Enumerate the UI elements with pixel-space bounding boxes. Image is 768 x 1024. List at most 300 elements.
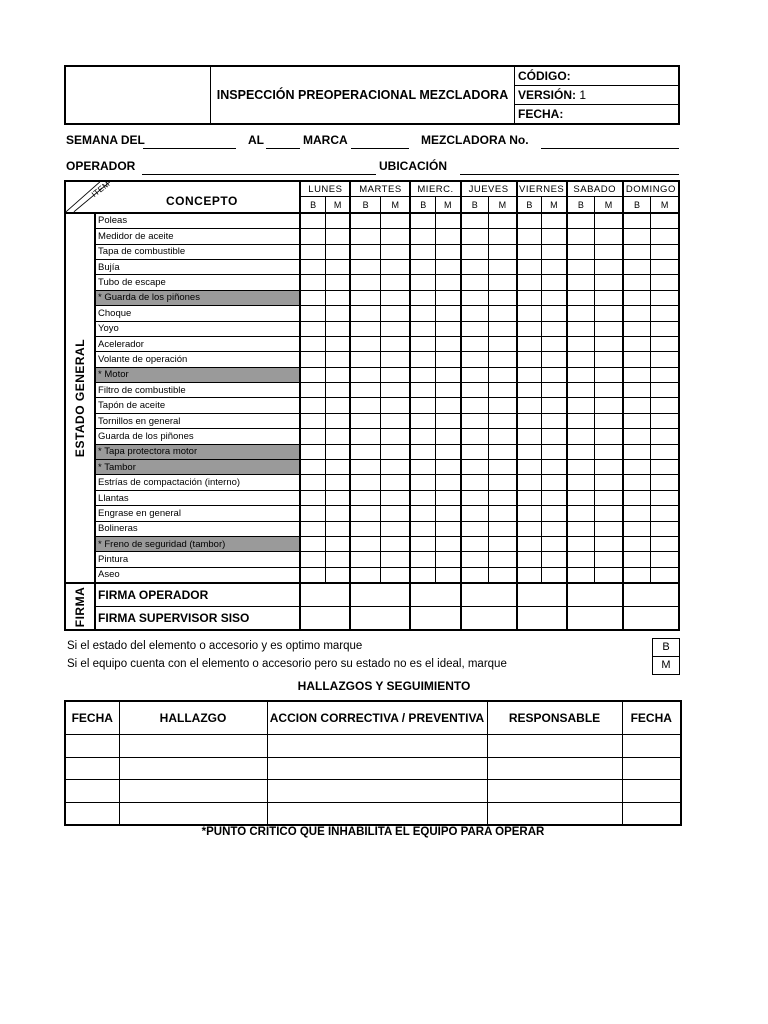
check-cell[interactable]	[325, 552, 350, 567]
check-cell[interactable]	[380, 383, 410, 398]
check-cell[interactable]	[350, 536, 380, 551]
check-cell[interactable]	[651, 460, 679, 475]
check-cell[interactable]	[542, 506, 567, 521]
check-cell[interactable]	[350, 475, 380, 490]
check-cell[interactable]	[623, 244, 651, 259]
signature-cell[interactable]	[517, 583, 567, 607]
check-cell[interactable]	[489, 536, 517, 551]
check-cell[interactable]	[436, 398, 461, 413]
check-cell[interactable]	[542, 475, 567, 490]
check-cell[interactable]	[567, 321, 595, 336]
check-cell[interactable]	[623, 429, 651, 444]
check-cell[interactable]	[542, 290, 567, 305]
check-cell[interactable]	[436, 321, 461, 336]
check-cell[interactable]	[410, 321, 435, 336]
check-cell[interactable]	[595, 567, 623, 583]
check-cell[interactable]	[595, 306, 623, 321]
check-cell[interactable]	[651, 429, 679, 444]
check-cell[interactable]	[567, 306, 595, 321]
check-cell[interactable]	[380, 398, 410, 413]
check-cell[interactable]	[300, 429, 325, 444]
hallazgo-cell[interactable]	[622, 802, 681, 825]
check-cell[interactable]	[461, 567, 489, 583]
check-cell[interactable]	[489, 336, 517, 351]
check-cell[interactable]	[517, 352, 542, 367]
check-cell[interactable]	[436, 213, 461, 229]
check-cell[interactable]	[651, 259, 679, 274]
check-cell[interactable]	[542, 244, 567, 259]
check-cell[interactable]	[595, 290, 623, 305]
check-cell[interactable]	[623, 367, 651, 382]
signature-cell[interactable]	[567, 607, 623, 631]
check-cell[interactable]	[436, 275, 461, 290]
check-cell[interactable]	[567, 352, 595, 367]
check-cell[interactable]	[567, 536, 595, 551]
signature-cell[interactable]	[623, 583, 679, 607]
check-cell[interactable]	[300, 521, 325, 536]
check-cell[interactable]	[623, 444, 651, 459]
check-cell[interactable]	[651, 290, 679, 305]
check-cell[interactable]	[517, 521, 542, 536]
check-cell[interactable]	[651, 552, 679, 567]
check-cell[interactable]	[380, 475, 410, 490]
check-cell[interactable]	[651, 336, 679, 351]
check-cell[interactable]	[517, 383, 542, 398]
check-cell[interactable]	[461, 229, 489, 244]
check-cell[interactable]	[651, 352, 679, 367]
check-cell[interactable]	[489, 367, 517, 382]
check-cell[interactable]	[461, 290, 489, 305]
check-cell[interactable]	[410, 444, 435, 459]
check-cell[interactable]	[300, 321, 325, 336]
check-cell[interactable]	[325, 244, 350, 259]
signature-cell[interactable]	[410, 583, 460, 607]
check-cell[interactable]	[595, 506, 623, 521]
codigo-field[interactable]	[515, 66, 680, 86]
check-cell[interactable]	[489, 475, 517, 490]
check-cell[interactable]	[623, 506, 651, 521]
check-cell[interactable]	[436, 413, 461, 428]
ubicacion-field[interactable]	[460, 174, 679, 175]
check-cell[interactable]	[300, 213, 325, 229]
check-cell[interactable]	[517, 321, 542, 336]
check-cell[interactable]	[623, 336, 651, 351]
signature-cell[interactable]	[461, 607, 517, 631]
signature-cell[interactable]	[300, 607, 350, 631]
check-cell[interactable]	[325, 306, 350, 321]
hallazgo-cell[interactable]	[267, 802, 487, 825]
check-cell[interactable]	[410, 306, 435, 321]
check-cell[interactable]	[651, 229, 679, 244]
check-cell[interactable]	[300, 552, 325, 567]
check-cell[interactable]	[542, 444, 567, 459]
check-cell[interactable]	[542, 229, 567, 244]
check-cell[interactable]	[651, 536, 679, 551]
check-cell[interactable]	[595, 229, 623, 244]
check-cell[interactable]	[517, 506, 542, 521]
check-cell[interactable]	[350, 244, 380, 259]
check-cell[interactable]	[325, 429, 350, 444]
check-cell[interactable]	[567, 506, 595, 521]
check-cell[interactable]	[325, 383, 350, 398]
check-cell[interactable]	[517, 460, 542, 475]
check-cell[interactable]	[300, 444, 325, 459]
check-cell[interactable]	[461, 506, 489, 521]
check-cell[interactable]	[595, 490, 623, 505]
check-cell[interactable]	[436, 567, 461, 583]
check-cell[interactable]	[300, 367, 325, 382]
check-cell[interactable]	[436, 475, 461, 490]
check-cell[interactable]	[380, 429, 410, 444]
check-cell[interactable]	[300, 490, 325, 505]
check-cell[interactable]	[517, 275, 542, 290]
check-cell[interactable]	[595, 429, 623, 444]
check-cell[interactable]	[325, 275, 350, 290]
check-cell[interactable]	[517, 552, 542, 567]
check-cell[interactable]	[517, 536, 542, 551]
check-cell[interactable]	[461, 429, 489, 444]
check-cell[interactable]	[567, 413, 595, 428]
check-cell[interactable]	[623, 552, 651, 567]
signature-cell[interactable]	[350, 607, 410, 631]
check-cell[interactable]	[410, 413, 435, 428]
check-cell[interactable]	[517, 475, 542, 490]
check-cell[interactable]	[350, 336, 380, 351]
check-cell[interactable]	[461, 336, 489, 351]
check-cell[interactable]	[623, 321, 651, 336]
check-cell[interactable]	[595, 275, 623, 290]
check-cell[interactable]	[623, 306, 651, 321]
check-cell[interactable]	[595, 536, 623, 551]
check-cell[interactable]	[542, 259, 567, 274]
check-cell[interactable]	[489, 383, 517, 398]
check-cell[interactable]	[567, 567, 595, 583]
check-cell[interactable]	[623, 383, 651, 398]
check-cell[interactable]	[651, 506, 679, 521]
check-cell[interactable]	[489, 413, 517, 428]
check-cell[interactable]	[410, 229, 435, 244]
check-cell[interactable]	[489, 229, 517, 244]
check-cell[interactable]	[623, 475, 651, 490]
check-cell[interactable]	[380, 336, 410, 351]
check-cell[interactable]	[567, 336, 595, 351]
hallazgo-cell[interactable]	[119, 735, 267, 758]
check-cell[interactable]	[489, 290, 517, 305]
check-cell[interactable]	[595, 213, 623, 229]
signature-cell[interactable]	[350, 583, 410, 607]
check-cell[interactable]	[436, 383, 461, 398]
check-cell[interactable]	[380, 444, 410, 459]
check-cell[interactable]	[595, 321, 623, 336]
check-cell[interactable]	[380, 213, 410, 229]
check-cell[interactable]	[542, 460, 567, 475]
check-cell[interactable]	[410, 367, 435, 382]
check-cell[interactable]	[567, 213, 595, 229]
check-cell[interactable]	[542, 521, 567, 536]
check-cell[interactable]	[623, 275, 651, 290]
check-cell[interactable]	[542, 567, 567, 583]
check-cell[interactable]	[517, 259, 542, 274]
check-cell[interactable]	[380, 229, 410, 244]
check-cell[interactable]	[489, 521, 517, 536]
check-cell[interactable]	[489, 306, 517, 321]
check-cell[interactable]	[325, 352, 350, 367]
check-cell[interactable]	[623, 213, 651, 229]
check-cell[interactable]	[410, 475, 435, 490]
check-cell[interactable]	[489, 321, 517, 336]
check-cell[interactable]	[436, 536, 461, 551]
check-cell[interactable]	[410, 536, 435, 551]
check-cell[interactable]	[517, 306, 542, 321]
check-cell[interactable]	[325, 259, 350, 274]
check-cell[interactable]	[542, 352, 567, 367]
check-cell[interactable]	[461, 213, 489, 229]
check-cell[interactable]	[567, 229, 595, 244]
check-cell[interactable]	[350, 367, 380, 382]
check-cell[interactable]	[300, 413, 325, 428]
check-cell[interactable]	[489, 490, 517, 505]
check-cell[interactable]	[436, 490, 461, 505]
check-cell[interactable]	[517, 244, 542, 259]
hallazgo-cell[interactable]	[267, 780, 487, 803]
hallazgo-cell[interactable]	[487, 757, 622, 780]
check-cell[interactable]	[325, 413, 350, 428]
check-cell[interactable]	[651, 306, 679, 321]
check-cell[interactable]	[300, 352, 325, 367]
check-cell[interactable]	[410, 213, 435, 229]
check-cell[interactable]	[542, 398, 567, 413]
check-cell[interactable]	[461, 552, 489, 567]
check-cell[interactable]	[489, 352, 517, 367]
check-cell[interactable]	[350, 460, 380, 475]
check-cell[interactable]	[300, 336, 325, 351]
hallazgo-cell[interactable]	[267, 757, 487, 780]
check-cell[interactable]	[461, 259, 489, 274]
hallazgo-cell[interactable]	[622, 780, 681, 803]
check-cell[interactable]	[300, 275, 325, 290]
check-cell[interactable]	[567, 521, 595, 536]
check-cell[interactable]	[380, 552, 410, 567]
check-cell[interactable]	[410, 460, 435, 475]
check-cell[interactable]	[380, 321, 410, 336]
check-cell[interactable]	[380, 290, 410, 305]
check-cell[interactable]	[623, 290, 651, 305]
check-cell[interactable]	[325, 475, 350, 490]
check-cell[interactable]	[517, 567, 542, 583]
check-cell[interactable]	[595, 244, 623, 259]
check-cell[interactable]	[350, 352, 380, 367]
check-cell[interactable]	[436, 229, 461, 244]
check-cell[interactable]	[489, 460, 517, 475]
check-cell[interactable]	[436, 367, 461, 382]
check-cell[interactable]	[410, 521, 435, 536]
hallazgo-cell[interactable]	[622, 735, 681, 758]
check-cell[interactable]	[350, 383, 380, 398]
check-cell[interactable]	[350, 306, 380, 321]
check-cell[interactable]	[489, 567, 517, 583]
check-cell[interactable]	[461, 275, 489, 290]
check-cell[interactable]	[436, 306, 461, 321]
check-cell[interactable]	[623, 352, 651, 367]
check-cell[interactable]	[623, 536, 651, 551]
check-cell[interactable]	[517, 367, 542, 382]
check-cell[interactable]	[567, 552, 595, 567]
check-cell[interactable]	[380, 490, 410, 505]
check-cell[interactable]	[567, 444, 595, 459]
check-cell[interactable]	[410, 352, 435, 367]
signature-cell[interactable]	[517, 607, 567, 631]
check-cell[interactable]	[461, 321, 489, 336]
check-cell[interactable]	[567, 367, 595, 382]
check-cell[interactable]	[623, 229, 651, 244]
check-cell[interactable]	[489, 244, 517, 259]
check-cell[interactable]	[436, 506, 461, 521]
check-cell[interactable]	[567, 244, 595, 259]
check-cell[interactable]	[517, 336, 542, 351]
check-cell[interactable]	[651, 521, 679, 536]
check-cell[interactable]	[300, 229, 325, 244]
check-cell[interactable]	[410, 259, 435, 274]
check-cell[interactable]	[300, 383, 325, 398]
check-cell[interactable]	[325, 460, 350, 475]
check-cell[interactable]	[489, 275, 517, 290]
hallazgo-cell[interactable]	[65, 780, 119, 803]
check-cell[interactable]	[461, 352, 489, 367]
check-cell[interactable]	[350, 290, 380, 305]
check-cell[interactable]	[380, 567, 410, 583]
check-cell[interactable]	[380, 367, 410, 382]
check-cell[interactable]	[300, 506, 325, 521]
check-cell[interactable]	[300, 259, 325, 274]
check-cell[interactable]	[300, 244, 325, 259]
hallazgo-cell[interactable]	[65, 757, 119, 780]
check-cell[interactable]	[350, 521, 380, 536]
check-cell[interactable]	[517, 429, 542, 444]
check-cell[interactable]	[595, 336, 623, 351]
check-cell[interactable]	[436, 290, 461, 305]
check-cell[interactable]	[325, 229, 350, 244]
check-cell[interactable]	[651, 413, 679, 428]
check-cell[interactable]	[461, 244, 489, 259]
check-cell[interactable]	[325, 213, 350, 229]
check-cell[interactable]	[517, 213, 542, 229]
check-cell[interactable]	[325, 336, 350, 351]
check-cell[interactable]	[325, 398, 350, 413]
check-cell[interactable]	[461, 475, 489, 490]
check-cell[interactable]	[489, 552, 517, 567]
check-cell[interactable]	[595, 552, 623, 567]
check-cell[interactable]	[651, 567, 679, 583]
check-cell[interactable]	[542, 413, 567, 428]
signature-cell[interactable]	[623, 607, 679, 631]
check-cell[interactable]	[651, 475, 679, 490]
check-cell[interactable]	[436, 336, 461, 351]
check-cell[interactable]	[300, 306, 325, 321]
check-cell[interactable]	[436, 429, 461, 444]
fecha-field[interactable]	[515, 105, 680, 125]
check-cell[interactable]	[461, 460, 489, 475]
check-cell[interactable]	[436, 460, 461, 475]
check-cell[interactable]	[517, 398, 542, 413]
mezcladora-no-field[interactable]	[541, 148, 679, 149]
hallazgo-cell[interactable]	[487, 735, 622, 758]
check-cell[interactable]	[410, 383, 435, 398]
check-cell[interactable]	[325, 367, 350, 382]
check-cell[interactable]	[300, 398, 325, 413]
check-cell[interactable]	[542, 275, 567, 290]
check-cell[interactable]	[350, 490, 380, 505]
check-cell[interactable]	[325, 321, 350, 336]
check-cell[interactable]	[517, 229, 542, 244]
check-cell[interactable]	[461, 444, 489, 459]
version-field[interactable]	[515, 86, 680, 105]
check-cell[interactable]	[350, 413, 380, 428]
check-cell[interactable]	[542, 429, 567, 444]
check-cell[interactable]	[623, 490, 651, 505]
check-cell[interactable]	[542, 536, 567, 551]
check-cell[interactable]	[623, 567, 651, 583]
check-cell[interactable]	[567, 275, 595, 290]
check-cell[interactable]	[489, 259, 517, 274]
check-cell[interactable]	[300, 460, 325, 475]
check-cell[interactable]	[380, 536, 410, 551]
check-cell[interactable]	[350, 259, 380, 274]
check-cell[interactable]	[380, 521, 410, 536]
check-cell[interactable]	[410, 506, 435, 521]
marca-field[interactable]	[351, 148, 409, 149]
check-cell[interactable]	[651, 367, 679, 382]
hallazgo-cell[interactable]	[487, 780, 622, 803]
operador-field[interactable]	[142, 174, 376, 175]
check-cell[interactable]	[595, 444, 623, 459]
check-cell[interactable]	[542, 383, 567, 398]
check-cell[interactable]	[325, 567, 350, 583]
hallazgo-cell[interactable]	[119, 802, 267, 825]
signature-cell[interactable]	[410, 607, 460, 631]
check-cell[interactable]	[595, 475, 623, 490]
check-cell[interactable]	[300, 536, 325, 551]
check-cell[interactable]	[410, 336, 435, 351]
check-cell[interactable]	[567, 398, 595, 413]
check-cell[interactable]	[350, 213, 380, 229]
check-cell[interactable]	[461, 490, 489, 505]
check-cell[interactable]	[380, 460, 410, 475]
hallazgo-cell[interactable]	[65, 802, 119, 825]
al-field[interactable]	[266, 148, 300, 149]
check-cell[interactable]	[350, 321, 380, 336]
check-cell[interactable]	[542, 213, 567, 229]
check-cell[interactable]	[489, 506, 517, 521]
hallazgo-cell[interactable]	[65, 735, 119, 758]
check-cell[interactable]	[517, 290, 542, 305]
check-cell[interactable]	[380, 306, 410, 321]
check-cell[interactable]	[300, 567, 325, 583]
check-cell[interactable]	[517, 490, 542, 505]
check-cell[interactable]	[651, 383, 679, 398]
check-cell[interactable]	[542, 552, 567, 567]
check-cell[interactable]	[350, 229, 380, 244]
check-cell[interactable]	[623, 521, 651, 536]
check-cell[interactable]	[567, 490, 595, 505]
check-cell[interactable]	[380, 506, 410, 521]
check-cell[interactable]	[461, 383, 489, 398]
check-cell[interactable]	[350, 398, 380, 413]
check-cell[interactable]	[300, 475, 325, 490]
check-cell[interactable]	[651, 444, 679, 459]
check-cell[interactable]	[623, 398, 651, 413]
check-cell[interactable]	[595, 383, 623, 398]
check-cell[interactable]	[436, 552, 461, 567]
